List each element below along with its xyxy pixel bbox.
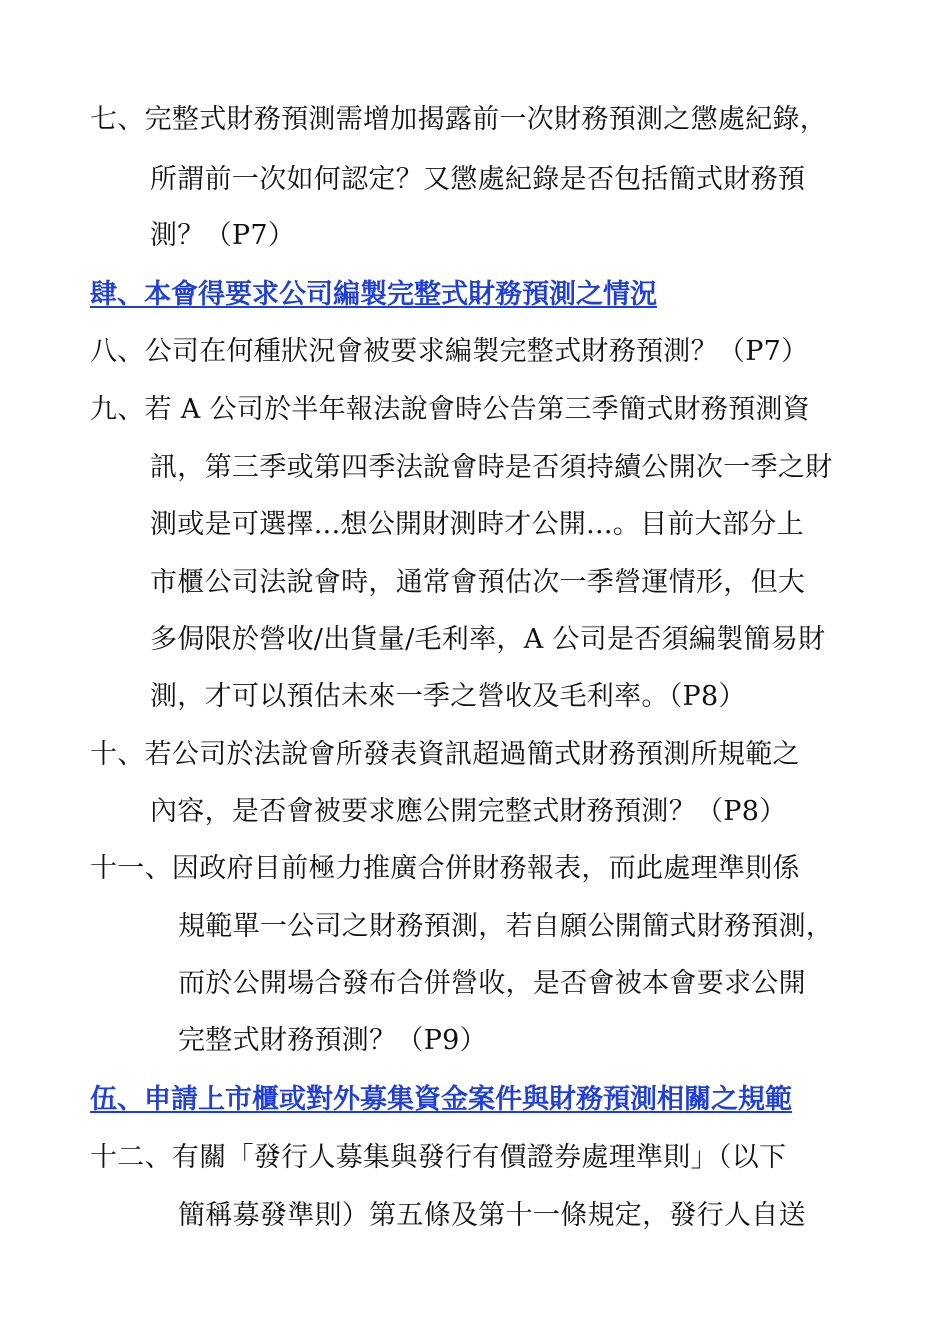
- q10-line-1: 十、若公司於法說會所發表資訊超過簡式財務預測所規範之: [90, 739, 800, 770]
- q12-line-1: 十二、有關「發行人募集與發行有價證券處理準則」（以下: [90, 1142, 787, 1173]
- q9-line-4: 市櫃公司法說會時，通常會預估次一季營運情形，但大: [150, 567, 806, 598]
- q10-line-2: 內容，是否會被要求應公開完整式財務預測？（P8）: [150, 796, 787, 827]
- q9-line-5: 多侷限於營收/出貨量/毛利率，A 公司是否須編製簡易財: [150, 624, 826, 655]
- q7-line-2: 所謂前一次如何認定？又懲處紀錄是否包括簡式財務預: [150, 164, 806, 195]
- q11-line-1: 十一、因政府目前極力推廣合併財務報表，而此處理準則係: [90, 853, 800, 884]
- q8-line-1: 八、公司在何種狀況會被要求編製完整式財務預測？（P7）: [90, 336, 809, 367]
- q12-line-2: 簡稱募發準則）第五條及第十一條規定，發行人自送: [178, 1200, 806, 1231]
- q7-line-3: 測？（P7）: [150, 220, 296, 251]
- q9-line-1: 九、若 A 公司於半年報法說會時公告第三季簡式財務預測資: [90, 394, 811, 425]
- q9-line-2: 訊，第三季或第四季法說會時是否須持續公開次一季之財: [150, 452, 833, 483]
- q7-line-1: 七、完整式財務預測需增加揭露前一次財務預測之懲處紀錄，: [90, 104, 828, 135]
- section-heading-5[interactable]: 伍、申請上市櫃或對外募集資金案件與財務預測相關之規範: [90, 1084, 792, 1115]
- q11-line-3: 而於公開場合發布合併營收，是否會被本會要求公開: [178, 968, 806, 999]
- section-heading-4[interactable]: 肆、本會得要求公司編製完整式財務預測之情況: [90, 279, 657, 310]
- q11-line-4: 完整式財務預測？（P9）: [178, 1025, 487, 1056]
- q11-line-2: 規範單一公司之財務預測，若自願公開簡式財務預測，: [178, 911, 834, 942]
- q9-line-3: 測或是可選擇...想公開財測時才公開...。目前大部分上: [150, 509, 804, 540]
- q9-line-6: 測，才可以預估未來一季之營收及毛利率。（P8）: [150, 681, 746, 712]
